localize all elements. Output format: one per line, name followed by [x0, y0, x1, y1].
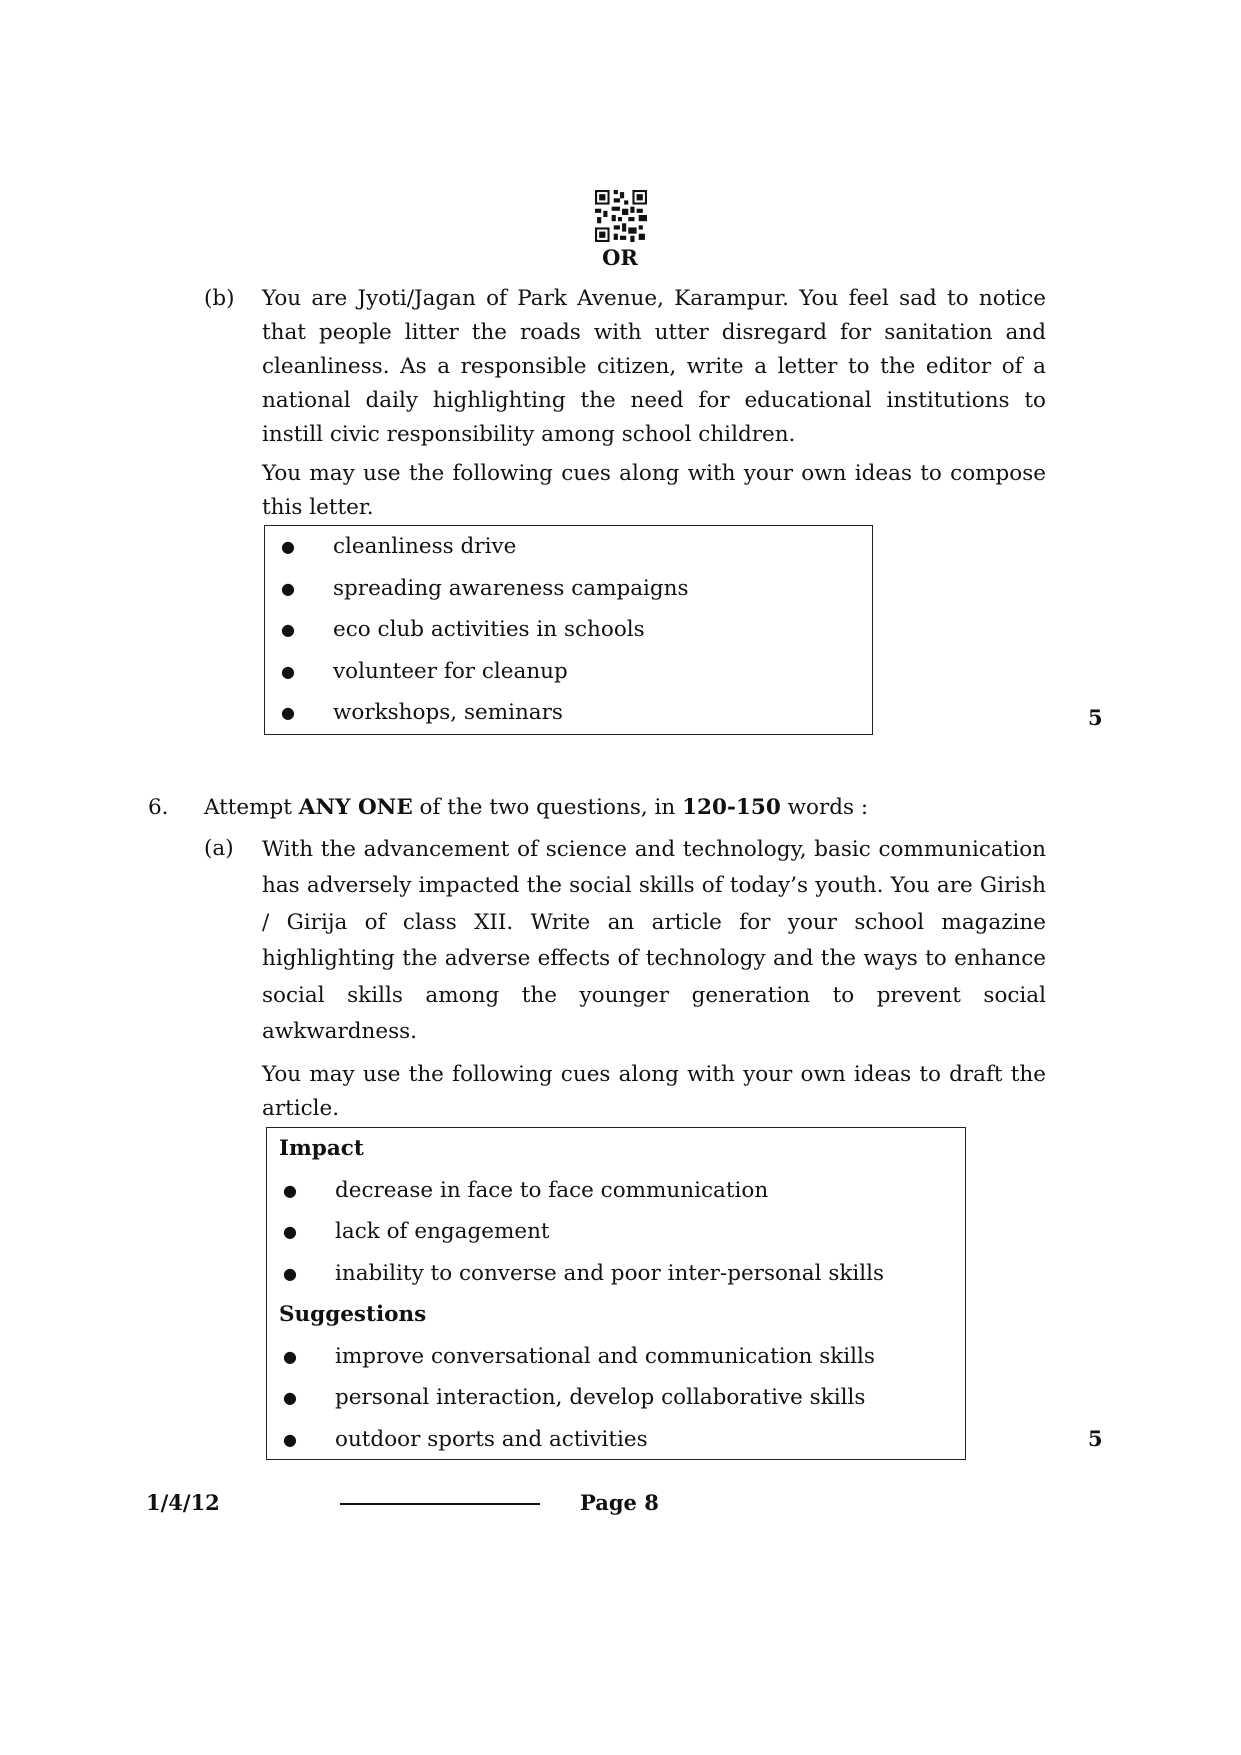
question-6a-marks: 5 — [1088, 1426, 1103, 1451]
cue-item: ● spreading awareness campaigns — [281, 575, 689, 601]
cue-item: ● volunteer for cleanup — [281, 658, 568, 684]
question-6a-cue-intro: You may use the following cues along with your own ideas to draft the article. — [262, 1062, 1046, 1121]
question-6a-cue-box — [266, 1127, 966, 1460]
question-6-instruction: Attempt ANY ONE of the two questions, in 120-150 words : — [204, 795, 869, 820]
footer-rule — [340, 1503, 540, 1505]
question-6a-label: (a) — [204, 836, 234, 861]
cue-item: ● decrease in face to face communication — [283, 1177, 769, 1203]
suggestions-heading: Suggestions — [279, 1302, 427, 1327]
paper-code: 1/4/12 — [146, 1490, 220, 1515]
question-6-number: 6. — [148, 795, 169, 820]
question-5b-text: You are Jyoti/Jagan of Park Avenue, Karampur. You feel sad to notice that people litter the roads with utter disregard for sanitation and cleanliness. As a responsible citizen, write a letter to the editor of a national daily highlighting the need for educational institutions to instill civic responsibility among school children. — [262, 286, 1046, 447]
cue-item: ● cleanliness drive — [281, 534, 517, 559]
question-6a-text: With the advancement of science and technology, basic communication has adversely impacted the social skills of today’s youth. You are Girish / Girija of class XII. Write an article for your school magazine highlighting the adverse effects of technology and the ways to enhance social skills among the younger generation to prevent social awkwardness. — [262, 837, 1046, 1045]
cue-item: ● eco club activities in schools — [281, 617, 645, 642]
question-5b-cue-box — [264, 525, 873, 735]
question-5b-cue-intro: You may use the following cues along with your own ideas to compose this letter. — [262, 461, 1046, 520]
or-separator: OR — [602, 245, 638, 270]
question-5b-marks: 5 — [1088, 705, 1103, 730]
question-5b-label: (b) — [204, 286, 235, 311]
cue-item: ● outdoor sports and activities — [283, 1426, 648, 1452]
cue-item: ● improve conversational and communication skills — [283, 1343, 875, 1369]
cue-item: ● workshops, seminars — [281, 700, 563, 725]
cue-item: ● inability to converse and poor inter-personal skills — [283, 1260, 885, 1286]
page-number: Page 8 — [580, 1490, 659, 1515]
cue-item: ● lack of engagement — [283, 1219, 550, 1244]
impact-heading: Impact — [279, 1136, 364, 1161]
qr-code-icon — [595, 190, 647, 242]
cue-item: ● personal interaction, develop collaborative skills — [283, 1385, 866, 1410]
